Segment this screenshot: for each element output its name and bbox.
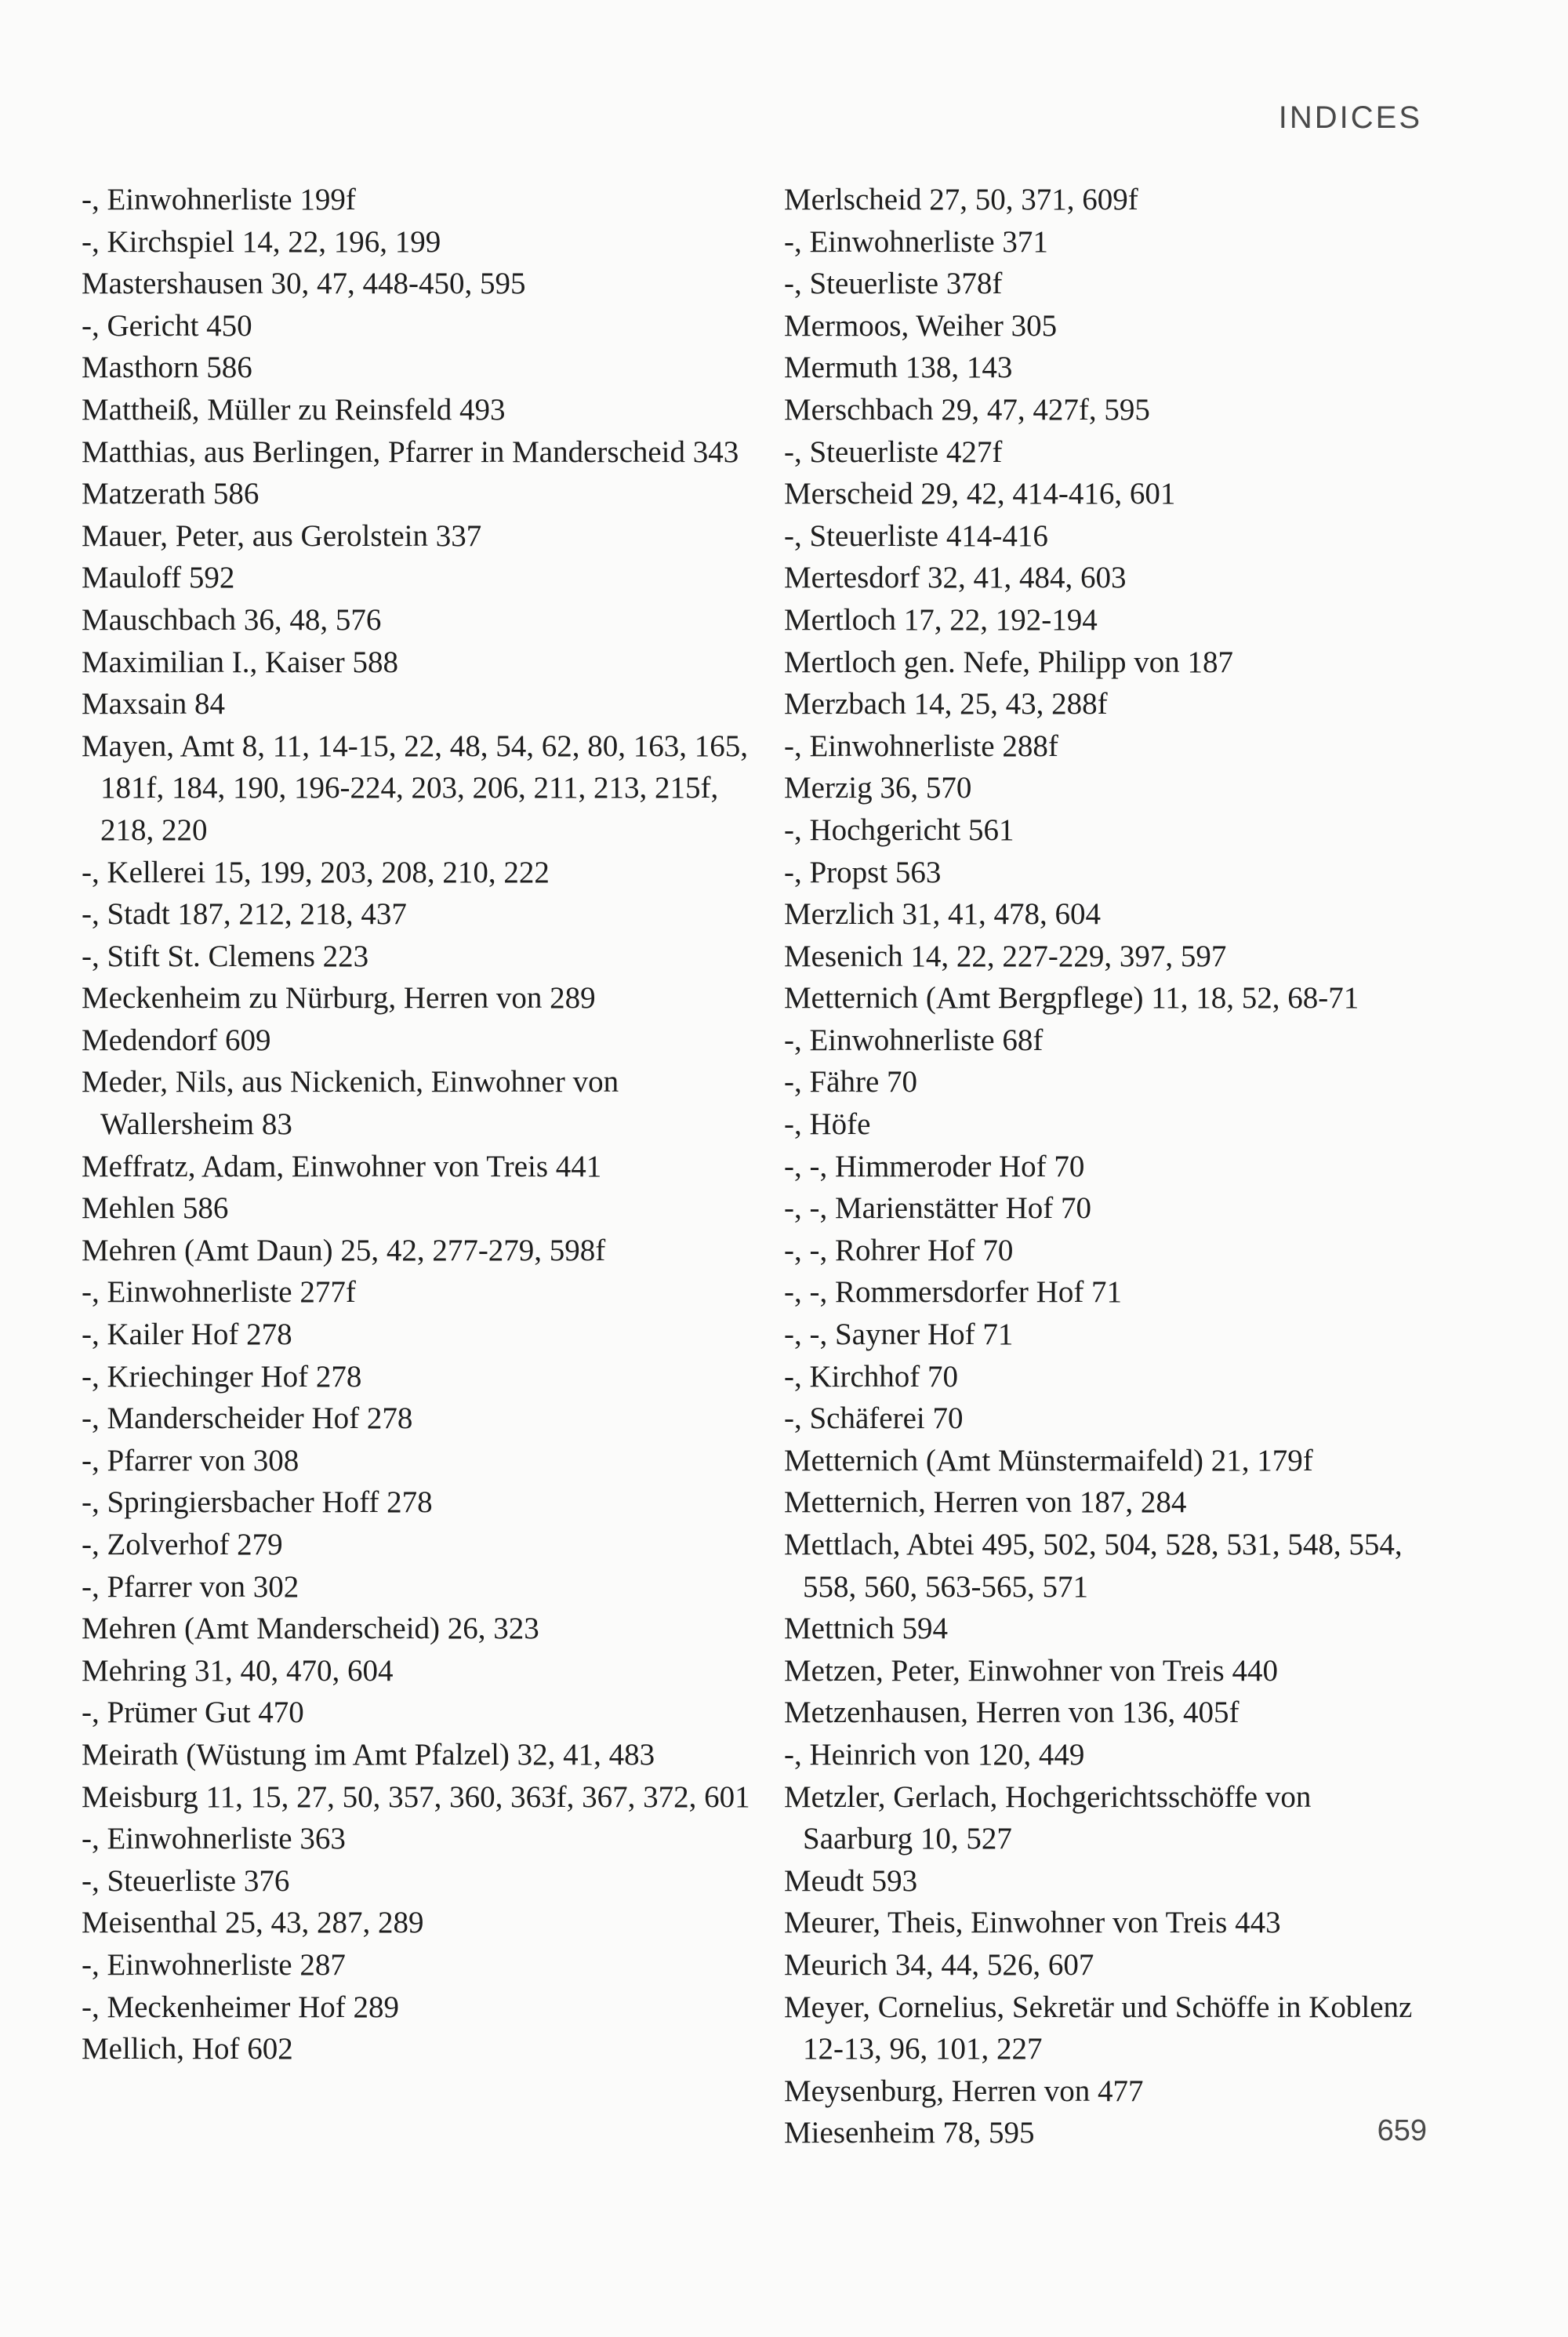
index-entry: Meurer, Theis, Einwohner von Treis 443 <box>784 1906 1281 1940</box>
index-entry: Meudt 593 <box>784 1863 918 1898</box>
index-column-left <box>82 179 756 2070</box>
index-entry: Mertloch 17, 22, 192-194 <box>784 602 1098 637</box>
index-entry: Mehren (Amt Manderscheid) 26, 323 <box>82 1612 539 1646</box>
index-entry: Mattheiß, Müller zu Reinsfeld 493 <box>82 392 506 427</box>
index-entry: -, Einwohnerliste 363 <box>82 1822 346 1856</box>
index-entry: Meder, Nils, aus Nickenich, Einwohner von Wallersheim 83 <box>82 1065 619 1142</box>
index-entry: -, -, Himmeroder Hof 70 <box>784 1149 1085 1183</box>
index-entry: Miesenheim 78, 595 <box>784 2116 1035 2150</box>
page-number: 659 <box>1377 2114 1427 2147</box>
index-entry: Mauloff 592 <box>82 561 235 595</box>
index-entry: -, Kirchhof 70 <box>784 1359 959 1394</box>
index-entry: Metzler, Gerlach, Hochgerichtsschöffe von Saarburg 10, 527 <box>784 1779 1312 1856</box>
index-entry: Meysenburg, Herren von 477 <box>784 2073 1144 2108</box>
index-entry: Metzen, Peter, Einwohner von Treis 440 <box>784 1653 1278 1688</box>
index-entry: Maximilian I., Kaiser 588 <box>82 645 398 679</box>
index-entry: Mehring 31, 40, 470, 604 <box>82 1653 394 1688</box>
index-entry: -, Zolverhof 279 <box>82 1528 283 1561</box>
index-entry: Mayen, Amt 8, 11, 14-15, 22, 48, 54, 62, 80, 163, 165, 181f, 184, 190, 196-224, 203, 206, 211, 213, 215f, 218, 220 <box>82 729 749 847</box>
index-entry: Meyer, Cornelius, Sekretär und Schöffe in Koblenz 12-13, 96, 101, 227 <box>784 1990 1413 2066</box>
index-entry: Merzbach 14, 25, 43, 288f <box>784 687 1108 721</box>
index-entry: -, Stift St. Clemens 223 <box>82 939 369 973</box>
index-entry: -, Manderscheider Hof 278 <box>82 1401 413 1436</box>
index-entry: -, Prümer Gut 470 <box>82 1696 304 1730</box>
index-entry: -, Stadt 187, 212, 218, 437 <box>82 897 407 932</box>
index-entry: Merschbach 29, 47, 427f, 595 <box>784 392 1150 427</box>
index-entry: -, Kailer Hof 278 <box>82 1318 292 1352</box>
index-entry: -, Fähre 70 <box>784 1065 918 1099</box>
index-entry: Mehren (Amt Daun) 25, 42, 277-279, 598f <box>82 1233 606 1267</box>
index-entry: Merlscheid 27, 50, 371, 609f <box>784 183 1138 216</box>
index-entry: -, -, Sayner Hof 71 <box>784 1318 1014 1352</box>
index-entry: Masthorn 586 <box>82 351 252 385</box>
index-entry: Mastershausen 30, 47, 448-450, 595 <box>82 267 526 301</box>
index-entry: Medendorf 609 <box>82 1023 271 1057</box>
index-entry: Merscheid 29, 42, 414-416, 601 <box>784 477 1176 511</box>
index-column-right <box>784 179 1427 2154</box>
index-entry: Merzig 36, 570 <box>784 771 972 805</box>
index-entry: Mettlach, Abtei 495, 502, 504, 528, 531, 548, 554, 558, 560, 563-565, 571 <box>784 1528 1403 1604</box>
index-entry: -, -, Marienstätter Hof 70 <box>784 1191 1092 1226</box>
index-entry: Mermuth 138, 143 <box>784 351 1013 385</box>
index-entry: Meffratz, Adam, Einwohner von Treis 441 <box>82 1149 602 1183</box>
index-entry: Mauschbach 36, 48, 576 <box>82 602 382 637</box>
index-entry: -, -, Rommersdorfer Hof 71 <box>784 1275 1123 1310</box>
index-entry: Mauer, Peter, aus Gerolstein 337 <box>82 518 482 553</box>
index-entry: Meisburg 11, 15, 27, 50, 357, 360, 363f, 367, 372, 601 <box>82 1779 750 1814</box>
index-entry: Mehlen 586 <box>82 1191 229 1226</box>
index-entry: Mettnich 594 <box>784 1612 949 1646</box>
running-head: INDICES <box>1278 100 1422 135</box>
index-entry: -, -, Rohrer Hof 70 <box>784 1233 1014 1267</box>
index-entry: -, Gericht 450 <box>82 308 252 343</box>
index-entry: -, Einwohnerliste 287 <box>82 1947 346 1982</box>
index-entry: Meisenthal 25, 43, 287, 289 <box>82 1906 424 1940</box>
index-entry: Matzerath 586 <box>82 477 260 511</box>
index-entry: Matthias, aus Berlingen, Pfarrer in Manderscheid 343 <box>82 434 739 469</box>
index-entry: Mertloch gen. Nefe, Philipp von 187 <box>784 645 1233 679</box>
index-entry: -, Propst 563 <box>784 855 942 889</box>
index-entry: -, Steuerliste 376 <box>82 1863 290 1898</box>
index-entry: -, Meckenheimer Hof 289 <box>82 1990 400 2024</box>
index-entry: -, Heinrich von 120, 449 <box>784 1737 1085 1772</box>
index-entry: Merzlich 31, 41, 478, 604 <box>784 897 1102 932</box>
index-entry: -, Einwohnerliste 199f <box>82 183 356 216</box>
index-entry: Metternich, Herren von 187, 284 <box>784 1485 1187 1520</box>
index-entry: -, Pfarrer von 308 <box>82 1443 299 1477</box>
index-entry: -, Kirchspiel 14, 22, 196, 199 <box>82 224 441 259</box>
index-entry: -, Höfe <box>784 1107 871 1142</box>
index-entry: -, Pfarrer von 302 <box>82 1569 299 1604</box>
index-entry: Metternich (Amt Münstermaifeld) 21, 179f <box>784 1443 1313 1477</box>
index-entry: -, Steuerliste 378f <box>784 267 1003 301</box>
index-entry: Mermoos, Weiher 305 <box>784 308 1058 343</box>
index-entry: Metzenhausen, Herren von 136, 405f <box>784 1696 1240 1730</box>
index-entry: Meckenheim zu Nürburg, Herren von 289 <box>82 981 596 1016</box>
index-entry: -, Schäferei 70 <box>784 1401 964 1436</box>
index-entry: Mesenich 14, 22, 227-229, 397, 597 <box>784 939 1227 973</box>
index-entry: -, Kriechinger Hof 278 <box>82 1359 362 1394</box>
index-entry: -, Einwohnerliste 277f <box>82 1275 356 1310</box>
index-entry: -, Kellerei 15, 199, 203, 208, 210, 222 <box>82 855 550 889</box>
index-entry: -, Springiersbacher Hoff 278 <box>82 1485 433 1520</box>
index-entry: Metternich (Amt Bergpflege) 11, 18, 52, 68-71 <box>784 981 1359 1016</box>
index-entry: Meurich 34, 44, 526, 607 <box>784 1947 1094 1982</box>
index-entry: -, Einwohnerliste 68f <box>784 1023 1044 1057</box>
index-entry: Meirath (Wüstung im Amt Pfalzel) 32, 41, 483 <box>82 1737 655 1772</box>
index-entry: Mellich, Hof 602 <box>82 2032 293 2066</box>
index-entry: -, Steuerliste 414-416 <box>784 518 1048 553</box>
index-entry: -, Hochgericht 561 <box>784 812 1014 847</box>
index-entry: Mertesdorf 32, 41, 484, 603 <box>784 561 1127 595</box>
index-entry: -, Einwohnerliste 371 <box>784 224 1048 259</box>
index-entry: -, Einwohnerliste 288f <box>784 729 1058 763</box>
index-entry: Maxsain 84 <box>82 687 226 721</box>
index-entry: -, Steuerliste 427f <box>784 434 1003 469</box>
